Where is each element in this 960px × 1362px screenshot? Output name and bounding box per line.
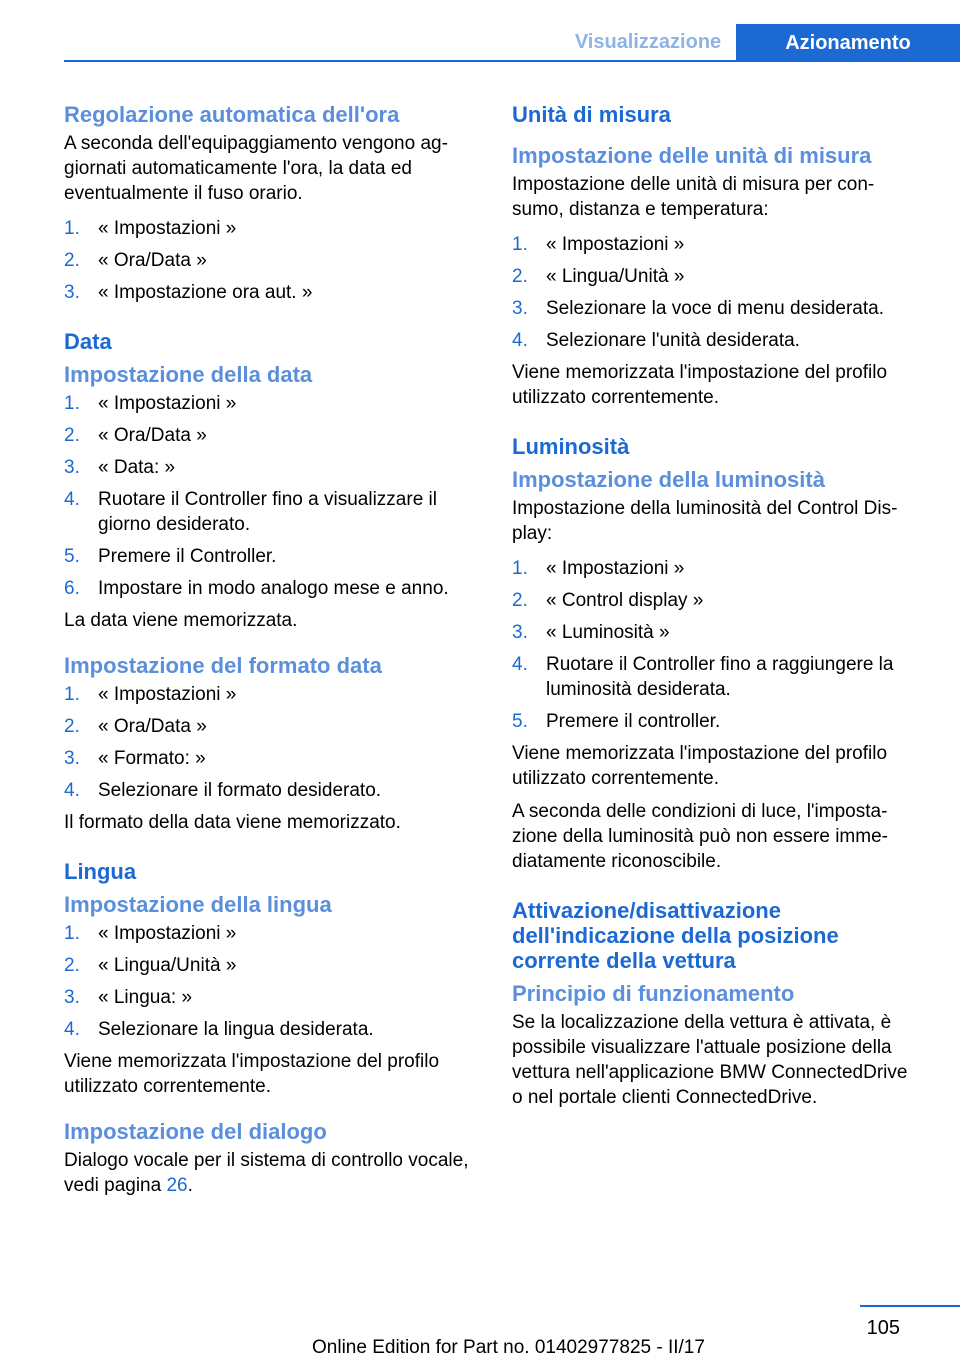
paragraph: A seconda dell'equipaggiamento vengono aggiornati automaticamente l'ora, la data ed eventualmente il fuso orario. xyxy=(64,133,448,204)
steps-list xyxy=(512,556,917,734)
list-item: 5. Premere il Controller. xyxy=(64,546,277,567)
list-item: 3. « Luminosità » xyxy=(512,622,670,643)
list-item: 3. « Formato: » xyxy=(64,748,206,769)
list-item: 2. « Lingua/Unità » xyxy=(512,266,685,287)
steps-list xyxy=(512,232,917,353)
list-item: 1. « Impostazioni » xyxy=(64,923,237,944)
list-item: 1. « Impostazioni » xyxy=(512,234,685,255)
section-heading: Impostazione della luminosità xyxy=(512,467,825,492)
paragraph: Viene memorizzata l'impostazione del profilo utilizzato correntemente. xyxy=(512,743,888,789)
list-item: 2. « Ora/Data » xyxy=(64,716,207,737)
section-heading: Regolazione automatica dell'ora xyxy=(64,102,400,127)
paragraph: Il formato della data viene memorizzato. xyxy=(64,812,401,833)
list-item: 3. « Data: » xyxy=(64,457,176,478)
list-item: 1. « Impostazioni » xyxy=(512,558,685,579)
section-heading: Impostazione della data xyxy=(64,362,313,387)
paragraph: A seconda delle condizioni di luce, l'impostazione della luminosità può non essere immediatamente riconoscibile. xyxy=(512,801,888,872)
list-item: 6. Impostare in modo analogo mese e anno. xyxy=(64,578,449,599)
section-title: Unità di misura xyxy=(512,102,671,127)
paragraph: Viene memorizzata l'impostazione del profilo utilizzato correntemente. xyxy=(64,1051,440,1097)
list-item: 4. Selezionare il formato desiderato. xyxy=(64,780,382,801)
paragraph: Viene memorizzata l'impostazione del profilo utilizzato correntemente. xyxy=(512,362,888,408)
section-title: Lingua xyxy=(64,859,137,884)
paragraph: Impostazione delle unità di misura per consumo, distanza e temperatura: xyxy=(512,174,875,220)
list-item: 2. « Ora/Data » xyxy=(64,425,207,446)
list-item: 2. « Control display » xyxy=(512,590,704,611)
section-heading: Impostazione delle unità di misura xyxy=(512,143,872,168)
page-link[interactable]: 26 xyxy=(166,1175,188,1196)
steps-list xyxy=(64,682,474,803)
list-item: 3. Selezionare la voce di menu desiderata. xyxy=(512,298,884,319)
steps-list xyxy=(64,391,474,601)
list-item: 3. « Impostazione ora aut. » xyxy=(64,282,313,303)
list-item: 4. Selezionare la lingua desiderata. xyxy=(64,1019,374,1040)
steps-list xyxy=(64,921,474,1042)
paragraph: La data viene memorizzata. xyxy=(64,610,298,631)
section-heading: Impostazione del dialogo xyxy=(64,1119,327,1144)
section-heading: Principio di funzionamento xyxy=(512,981,795,1006)
section-title: Data xyxy=(64,329,112,354)
left-column xyxy=(64,102,474,1198)
section-heading: Impostazione del formato data xyxy=(64,653,382,678)
list-item: 4. Ruotare il Controller fino a raggiungere la luminosità desiderata. xyxy=(512,654,894,700)
steps-list xyxy=(64,216,474,305)
page-number: 105 xyxy=(866,1317,900,1339)
tab-visualizzazione[interactable]: Visualizzazione xyxy=(574,31,722,53)
edition-footer: Online Edition for Part no. 01402977825 - II/17 xyxy=(312,1337,705,1358)
list-item: 4. Selezionare l'unità desiderata. xyxy=(512,330,800,351)
list-item: 4. Ruotare il Controller fino a visualizzare il giorno desiderato. xyxy=(64,489,437,535)
tab-azionamento[interactable]: Azionamento xyxy=(736,24,960,62)
paragraph: Impostazione della luminosità del Control Display: xyxy=(512,498,898,544)
section-title: Luminosità xyxy=(512,434,630,459)
paragraph: Dialogo vocale per il sistema di controllo vocale, vedi pagina 26. xyxy=(64,1150,469,1196)
list-item: 2. « Ora/Data » xyxy=(64,250,207,271)
section-title: Attivazione/disattivazione dell'indicazione della posizione corrente della vettura xyxy=(512,898,839,973)
list-item: 1. « Impostazioni » xyxy=(64,393,237,414)
section-heading: Impostazione della lingua xyxy=(64,892,332,917)
right-column xyxy=(512,102,917,1110)
list-item: 1. « Impostazioni » xyxy=(64,684,237,705)
list-item: 5. Premere il controller. xyxy=(512,711,721,732)
list-item: 1. « Impostazioni » xyxy=(64,218,237,239)
list-item: 3. « Lingua: » xyxy=(64,987,193,1008)
header-divider xyxy=(64,60,960,62)
footer-divider xyxy=(860,1305,960,1307)
list-item: 2. « Lingua/Unità » xyxy=(64,955,237,976)
paragraph: Se la localizzazione della vettura è attivata, è possibile visualizzare l'attuale posizione della vettura nell'applicazione BMW ConnectedDrive o nel portale clienti ConnectedDrive. xyxy=(512,1012,908,1108)
